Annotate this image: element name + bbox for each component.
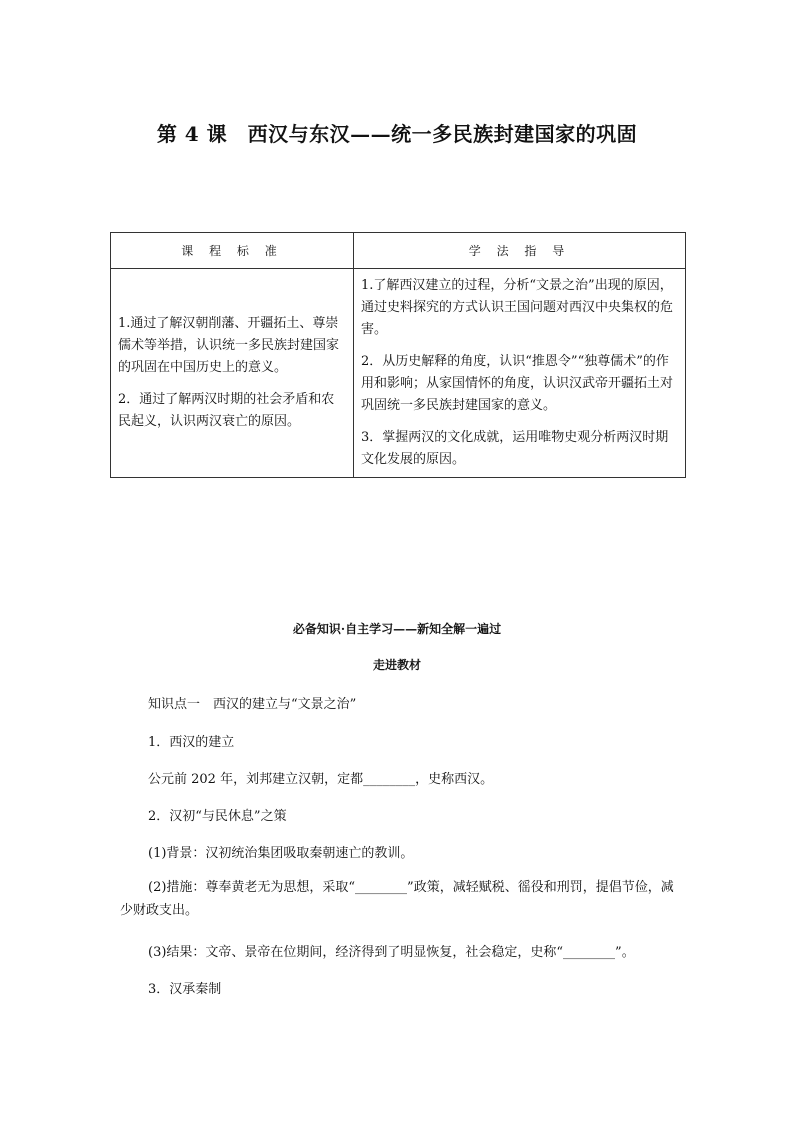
item-text: (2)措施：尊奉黄老无为思想，采取“________”政策，减轻赋税、徭役和刑罚，提倡节俭，减少财政支出。	[120, 880, 674, 918]
guidance-item: 3．掌握两汉的文化成就，运用唯物史观分析两汉时期文化发展的原因。	[361, 430, 669, 467]
guidance-item: 1.了解西汉建立的过程，分析“文景之治”出现的原因，通过史料探究的方式认识王国问题对西汉中央集权的危害。	[361, 278, 674, 337]
study-guidance-cell	[354, 269, 686, 478]
header-curriculum-standard: 课 程 标 准	[111, 233, 354, 269]
standard-item: 1.通过了解汉朝削藩、开疆拓土、尊崇儒术等举措，认识统一多民族封建国家的巩固在中国历史上的意义。	[118, 316, 340, 375]
item-text: (3)结果：文帝、景帝在位期间，经济得到了明显恢复，社会稳定，史称“________”。	[148, 945, 635, 960]
guidance-item: 2．从历史解释的角度，认识“推恩令”“独尊儒术”的作用和影响；从家国情怀的角度，认识汉武帝开疆拓土对巩固统一多民族封建国家的意义。	[361, 354, 674, 413]
item-heading: 3．汉承秦制	[148, 982, 222, 997]
standard-item: 2．通过了解两汉时期的社会矛盾和农民起义，认识两汉衰亡的原因。	[118, 392, 335, 429]
curriculum-table	[110, 232, 686, 478]
item-heading: 1．西汉的建立	[148, 735, 235, 750]
curriculum-standard-cell	[111, 269, 354, 478]
header-study-guidance: 学 法 指 导	[354, 233, 686, 269]
section-heading: 必备知识·自主学习——新知全解一遍过	[292, 622, 502, 636]
knowledge-point-heading: 知识点一 西汉的建立与“文景之治”	[148, 697, 357, 712]
item-heading: 2．汉初“与民休息”之策	[148, 809, 287, 824]
item-text: 公元前 202 年，刘邦建立汉朝，定都________，史称西汉。	[148, 772, 494, 787]
item-text: (1)背景：汉初统治集团吸取秦朝速亡的教训。	[148, 846, 414, 861]
section-subheading: 走进教材	[372, 658, 421, 672]
lesson-title: 第 4 课 西汉与东汉——统一多民族封建国家的巩固	[156, 122, 638, 146]
